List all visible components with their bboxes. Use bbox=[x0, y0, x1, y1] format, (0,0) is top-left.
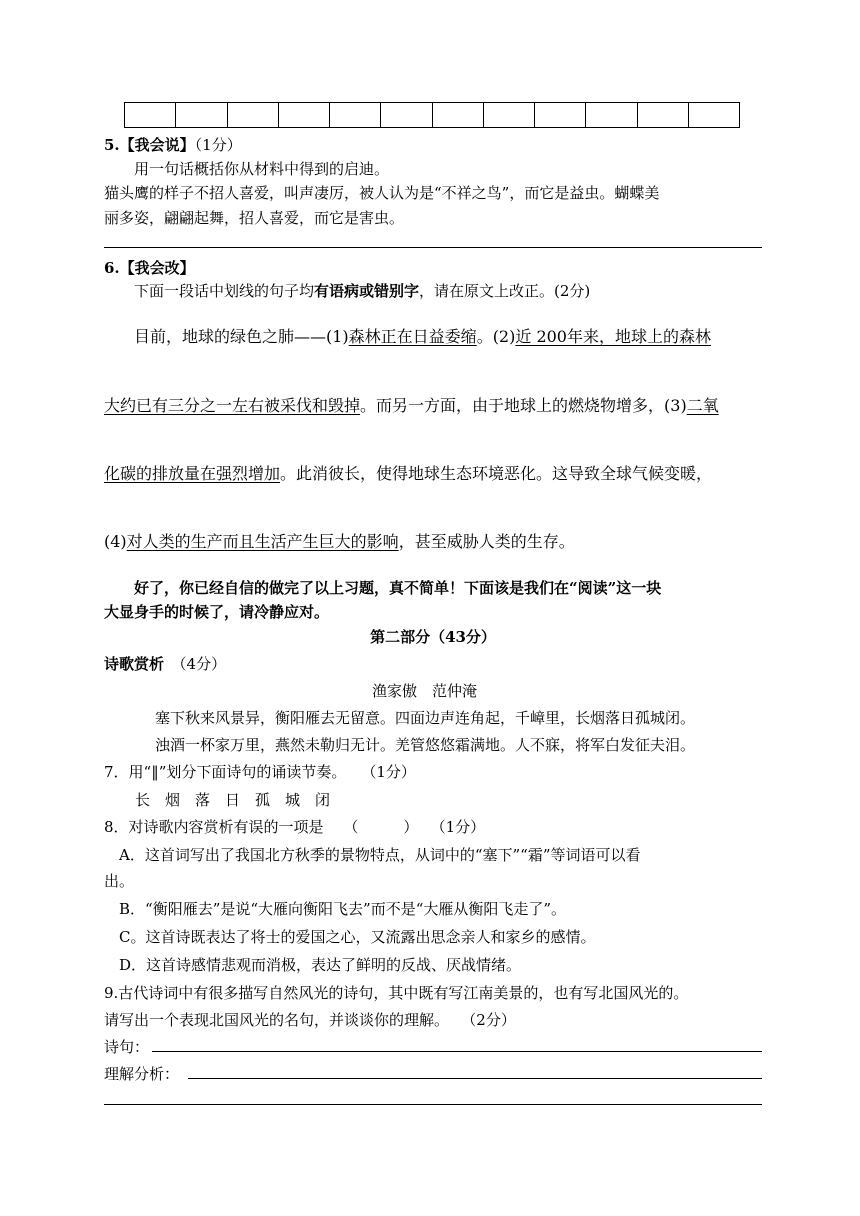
q5-prompt: 用一句话概括你从材料中得到的启迪。 bbox=[134, 160, 390, 178]
q6-text: 。此消彼长，使得地球生态环境恶化。这导致全球气候变暖， bbox=[280, 464, 713, 483]
section-score: （4分） bbox=[179, 655, 227, 673]
part2-title: 第二部分（43分） bbox=[370, 628, 496, 646]
q5-score: （1分） bbox=[194, 136, 242, 154]
poem-line1: 塞下秋来风景异，衡阳雁去无留意。四面边声连角起，千嶂里，长烟落日孤城闭。 bbox=[155, 709, 696, 727]
answer-grid bbox=[124, 102, 740, 128]
grid-cell[interactable] bbox=[228, 103, 279, 127]
grid-cell[interactable] bbox=[535, 103, 586, 127]
q6-para-line2 bbox=[104, 393, 719, 416]
section-title: 诗歌赏析 bbox=[104, 655, 165, 673]
q6-para-line4 bbox=[104, 529, 575, 552]
grid-cell[interactable] bbox=[330, 103, 381, 127]
q5-title bbox=[104, 134, 242, 155]
q6-heading: 6.【我会改】 bbox=[104, 259, 195, 277]
q6-underlined-sentence: 大约已有三分之一左右被采伐和毁掉 bbox=[104, 396, 361, 415]
q5-material-line1: 猫头鹰的样子不招人喜爱，叫声凄厉，被人认为是“不祥之鸟”，而它是益虫。蝴蝶美 bbox=[104, 184, 660, 202]
q7-poem-chars[interactable]: 长 烟 落 日 孤 城 闭 bbox=[135, 791, 331, 809]
q5-heading: 5.【我会说】 bbox=[104, 136, 195, 154]
q9-analysis-answer-line2[interactable] bbox=[104, 1104, 762, 1105]
grid-cell[interactable] bbox=[381, 103, 432, 127]
q8-option-a[interactable]: A．这首词写出了我国北方秋季的景物特点，从词中的“塞下”“霜”等词语可以看 bbox=[119, 846, 641, 864]
q6-underlined-sentence: 森林正在日益委缩 bbox=[348, 327, 477, 346]
q5-answer-line[interactable] bbox=[104, 247, 762, 248]
q6-text: 。(2) bbox=[476, 327, 516, 346]
q9-poem-label: 诗句： bbox=[104, 1038, 150, 1056]
q8-option-c[interactable]: C。这首诗既表达了将士的爱国之心，又流露出思念亲人和家乡的感情。 bbox=[119, 928, 596, 946]
q8-option-d[interactable]: D．这首诗感情悲观而消极，表达了鲜明的反战、厌战情绪。 bbox=[119, 956, 522, 974]
q6-para-line3 bbox=[104, 461, 712, 484]
q6-underlined-sentence: 化碳的排放量在强烈增加 bbox=[104, 464, 281, 483]
q9-line1: 9.古代诗词中有很多描写自然风光的诗句，其中既有写江南美景的，也有写北国风光的。 bbox=[104, 984, 689, 1002]
q8-text: 8．对诗歌内容赏析有误的一项是 （ ） （1分） bbox=[104, 818, 486, 836]
grid-cell[interactable] bbox=[176, 103, 227, 127]
q9-line2: 请写出一个表现北国风光的名句，并谈谈你的理解。 （2分） bbox=[104, 1011, 516, 1029]
poem-line2: 浊酒一杯家万里，燕然未勒归无计。羌管悠悠霜满地。人不寐，将军白发征夫泪。 bbox=[155, 736, 696, 754]
q6-underlined-sentence: 对人类的生产而且生活产生巨大的影响 bbox=[126, 532, 399, 551]
grid-cell[interactable] bbox=[125, 103, 176, 127]
grid-cell[interactable] bbox=[638, 103, 689, 127]
q6-instr-text2: ，请在原文上改正。(2分) bbox=[419, 282, 591, 300]
q6-instruction bbox=[134, 280, 590, 301]
q7-text: 7．用“‖”划分下面诗句的诵读节奏。 （1分） bbox=[104, 763, 416, 781]
q9-poem-answer-line[interactable] bbox=[152, 1051, 762, 1052]
part2-section bbox=[104, 653, 226, 674]
q6-underlined-sentence: 近 200年来，地球上的森林 bbox=[515, 327, 711, 346]
grid-cell[interactable] bbox=[433, 103, 484, 127]
q6-text: 。而另一方面，由于地球上的燃烧物增多，(3) bbox=[360, 396, 687, 415]
q9-analysis-answer-line[interactable] bbox=[188, 1078, 762, 1079]
q6-instr-text: 下面一段话中划线的句子均 bbox=[134, 282, 315, 300]
transition-line2: 大显身手的时候了，请冷静应对。 bbox=[104, 603, 330, 621]
q9-analysis-label: 理解分析： bbox=[104, 1065, 180, 1083]
q6-text: ，甚至威胁人类的生存。 bbox=[398, 532, 575, 551]
grid-cell[interactable] bbox=[484, 103, 535, 127]
q6-instr-bold: 有语病或错别字 bbox=[314, 282, 420, 300]
q6-text: (4) bbox=[104, 532, 127, 551]
grid-cell[interactable] bbox=[689, 103, 739, 127]
transition-line1: 好了，你已经自信的做完了以上习题，真不简单！下面该是我们在“阅读”这一块 bbox=[134, 579, 662, 597]
grid-cell[interactable] bbox=[279, 103, 330, 127]
q6-text: 目前，地球的绿色之肺——(1) bbox=[134, 327, 349, 346]
q6-para-line1 bbox=[134, 324, 711, 347]
q6-underlined-sentence: 二氧 bbox=[686, 396, 719, 415]
q8-option-b[interactable]: B．“衡阳雁去”是说“大雁向衡阳飞去”而不是“大雁从衡阳飞走了”。 bbox=[119, 900, 567, 918]
poem-title: 渔家傲 范仲淹 bbox=[372, 682, 478, 700]
grid-cell[interactable] bbox=[586, 103, 637, 127]
q5-material-line2: 丽多姿，翩翩起舞，招人喜爱，而它是害虫。 bbox=[104, 209, 405, 227]
q8-option-a-cont: 出。 bbox=[104, 872, 135, 890]
